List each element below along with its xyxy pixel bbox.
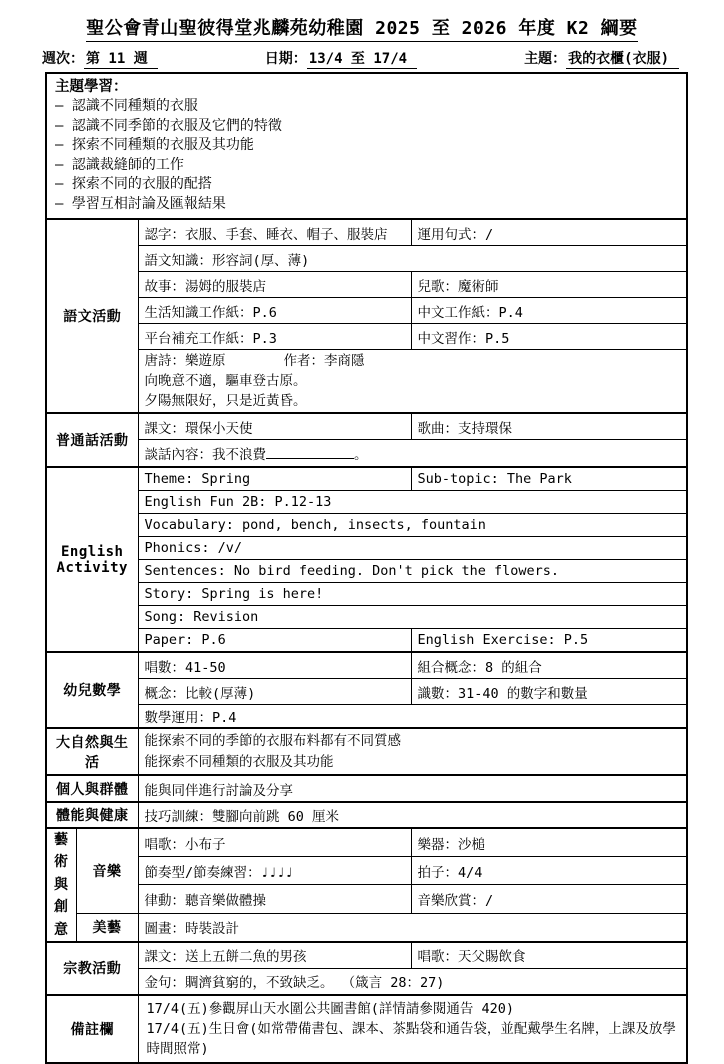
section-label-english [46,467,138,652]
arts-visual-row [46,913,687,942]
language-word-recognition: 認字：衣服、手套、睡衣、帽子、服裝店 [138,219,411,246]
music-appreciation: 音樂欣賞：/ [411,885,687,913]
language-poem-cell [138,350,687,414]
theme-learning-cell [46,73,687,219]
language-story: 故事：湯姆的服裝店 [138,272,411,298]
english-story: Story: Spring is here! [138,583,687,606]
poem-title: 唐詩：樂遊原 [144,353,226,369]
math-row [46,705,687,729]
language-row [46,246,687,272]
english-row [46,537,687,560]
theme-learning-heading: 主題學習： [55,79,128,95]
math-number-recognition: 識數：31-40 的數字和數量 [411,679,687,705]
talk-prefix: 談話內容：我不浪費 [144,447,266,463]
theme-item: — 認識不同季節的衣服及它們的特徵 [55,117,282,134]
physical-row [46,802,687,828]
math-row [46,652,687,679]
arts-music-row [46,828,687,857]
theme-item: — 探索不同種類的衣服及其功能 [55,137,254,153]
english-row [46,467,687,491]
curriculum-table [45,72,688,1064]
english-paper: Paper: P.6 [138,629,411,653]
topic-label: 主題： [524,51,567,67]
mandarin-row [46,440,687,468]
section-label-physical: 體能與健康 [46,802,138,828]
english-label-line: English [60,543,124,560]
religion-row [46,942,687,969]
language-row [46,324,687,350]
language-knowledge: 語文知識：形容詞(厚、薄) [138,246,687,272]
religion-text: 課文：送上五餅二魚的男孩 [138,942,411,969]
math-row [46,679,687,705]
english-book: English Fun 2B: P.12-13 [138,491,687,514]
remarks-content [138,995,687,1063]
nature-row [46,728,687,775]
math-application: 數學運用：P.4 [138,705,687,729]
subsection-label-visual-art: 美藝 [76,913,138,942]
language-poem-row [46,350,687,414]
religion-row [46,968,687,995]
language-life-worksheet: 生活知識工作紙：P.6 [138,298,411,324]
visual-art-content: 圖畫：時裝設計 [138,913,687,942]
section-label-arts: 藝術與創意 [46,828,76,942]
math-counting: 唱數：41-50 [138,652,411,679]
personal-content: 能與同伴進行討論及分享 [138,775,687,802]
language-rhyme: 兒歌：魔術師 [411,272,687,298]
language-row [46,272,687,298]
theme-item: — 認識裁縫師的工作 [55,156,184,173]
topic-value: 我的衣櫃(衣服) [566,51,679,69]
section-label-language: 語文活動 [46,219,138,413]
english-exercise: English Exercise: P.5 [411,629,687,653]
page-title-text: 聖公會青山聖彼得堂兆麟苑幼稚園 2025 至 2026 年度 K2 綱要 [86,18,637,42]
topic-field [524,48,679,68]
date-label: 日期： [264,51,307,67]
math-combination: 組合概念：8 的組合 [411,652,687,679]
english-row [46,606,687,629]
fill-in-blank [266,445,354,459]
language-sentence-pattern: 運用句式：/ [411,219,687,246]
week-field [42,48,158,68]
music-singing: 唱歌：小布子 [138,828,411,857]
music-rhythm: 節奏型/節奏練習：♩♩♩♩ [138,857,411,885]
mandarin-song: 歌曲：支持環保 [411,413,687,440]
music-movement: 律動：聽音樂做體操 [138,885,411,913]
english-row [46,629,687,653]
remarks-line: 17/4(五)參觀屏山天水圍公共圖書館(詳情請參閱通告 420) [146,1000,515,1017]
english-song: Song: Revision [138,606,687,629]
mandarin-row [46,413,687,440]
physical-content: 技巧訓練：雙腳向前跳 60 厘米 [138,802,687,828]
week-value: 第 11 週 [84,51,158,69]
arts-music-row [46,885,687,913]
theme-item: — 認識不同種類的衣服 [55,98,198,114]
mandarin-talk-content [138,440,687,468]
date-field [265,48,417,68]
talk-suffix: 。 [354,447,368,463]
subsection-label-music: 音樂 [76,828,138,913]
document-page [0,14,724,1057]
music-instrument: 樂器：沙槌 [411,828,687,857]
language-chinese-exercise: 中文習作：P.5 [411,324,687,350]
math-concept: 概念：比較(厚薄) [138,679,411,705]
english-phonics: Phonics: /v/ [138,537,687,560]
personal-row [46,775,687,802]
theme-item: — 探索不同的衣服的配搭 [55,176,212,192]
nature-line: 能探索不同種類的衣服及其功能 [144,753,334,770]
english-subtopic: Sub-topic: The Park [411,467,687,491]
religion-golden-verse: 金句：賙濟貧窮的，不致缺乏。 （箴言 28：27) [138,968,687,995]
section-label-math: 幼兒數學 [46,652,138,728]
remarks-row [46,995,687,1063]
section-label-religion: 宗教活動 [46,942,138,995]
nature-line: 能探索不同的季節的衣服布料都有不同質感 [144,732,401,749]
english-label-line: Activity [56,559,128,576]
theme-learning-row [46,73,687,219]
english-row [46,560,687,583]
music-beat: 拍子：4/4 [411,857,687,885]
nature-content [138,728,687,775]
section-label-nature: 大自然與生活 [46,728,138,775]
language-row [46,298,687,324]
religion-song: 唱歌：天父賜飲食 [411,942,687,969]
week-label: 週次： [42,51,84,67]
poem-author: 作者：李商隱 [283,353,365,369]
poem-line: 夕陽無限好，只是近黃昏。 [144,393,307,409]
english-sentences: Sentences: No bird feeding. Don't pick the flowers. [138,560,687,583]
english-row [46,583,687,606]
poem-line: 向晚意不適，驅車登古原。 [144,373,307,389]
language-platform-worksheet: 平台補充工作紙：P.3 [138,324,411,350]
section-label-mandarin: 普通話活動 [46,413,138,467]
section-label-personal: 個人與群體 [46,775,138,802]
page-title [0,14,724,40]
remarks-line: 17/4(五)生日會(如常帶備書包、課本、茶點袋和通告袋，並配戴學生名牌，上課及放學時間照常) [146,1020,676,1057]
english-row [46,514,687,537]
header-row [42,48,679,68]
english-row [46,491,687,514]
section-label-remarks: 備註欄 [46,995,138,1063]
english-vocabulary: Vocabulary: pond, bench, insects, fountain [138,514,687,537]
english-theme: Theme: Spring [138,467,411,491]
theme-item: — 學習互相討論及匯報結果 [55,195,226,212]
arts-music-row [46,857,687,885]
date-value: 13/4 至 17/4 [307,51,417,69]
language-row [46,219,687,246]
mandarin-text: 課文：環保小天使 [138,413,411,440]
language-chinese-worksheet: 中文工作紙：P.4 [411,298,687,324]
